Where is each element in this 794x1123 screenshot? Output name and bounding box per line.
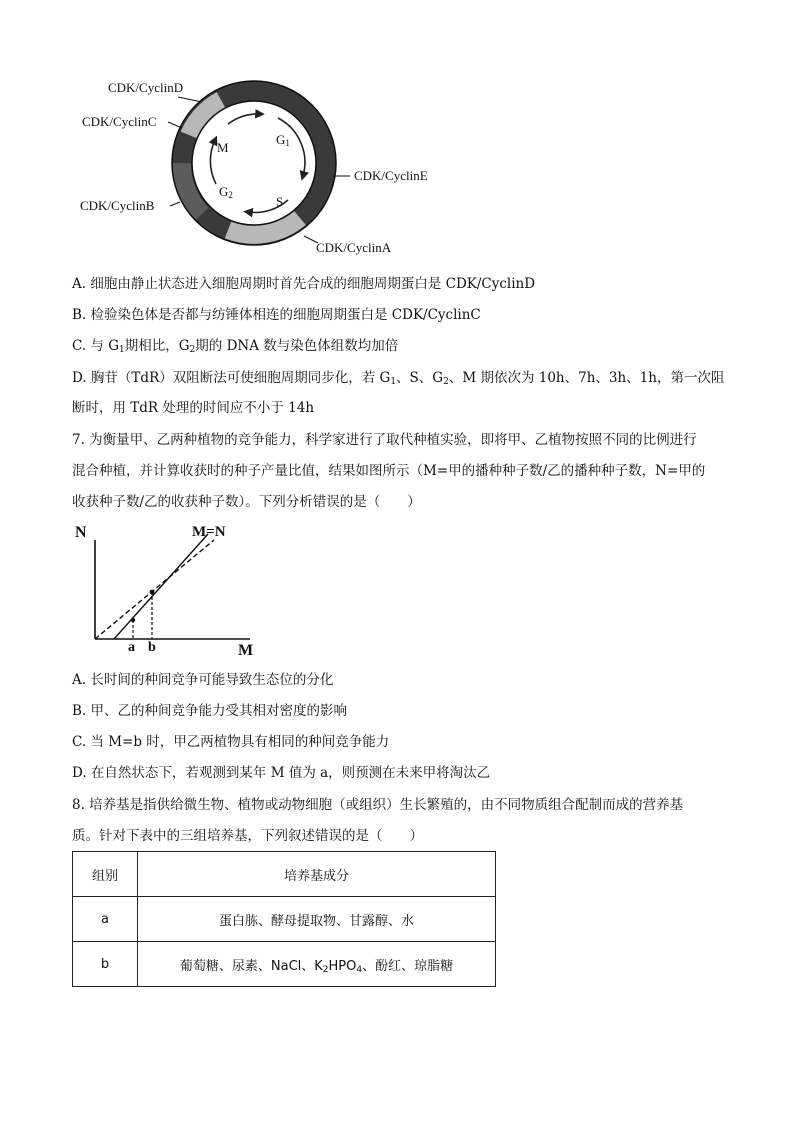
row-a-content: 蛋白胨、酵母提取物、甘露醇、水 [138, 897, 496, 942]
label-cyclin-b: CDK/CyclinB [80, 198, 155, 213]
line-label: M=N [192, 524, 226, 540]
phase-g2: $G_2$ [219, 184, 233, 200]
q7-stem-3: 收获种子数/乙的收获种子数）。下列分析错误的是（ ） [72, 494, 421, 510]
q7-option-a: A. 长时间的种间竞争可能导致生态位的分化 [72, 672, 334, 688]
x-axis-label: M [238, 642, 254, 659]
header-group: 组别 [73, 852, 138, 897]
q6-option-b: B. 检验染色体是否都与纺锤体相连的细胞周期蛋白是 CDK/CyclinC [72, 307, 481, 323]
q8-stem-2: 质。针对下表中的三组培养基，下列叙述错误的是（ ） [72, 828, 423, 844]
line-observed [114, 534, 208, 639]
cell-cycle-diagram [78, 78, 438, 258]
table-row [73, 942, 496, 987]
q7-option-d: D. 在自然状态下，若观测到某年 M 值为 a，则预测在未来甲将淘汰乙 [72, 765, 491, 781]
phase-g1: $G_1$ [276, 132, 290, 148]
q7-option-b: B. 甲、乙的种间竞争能力受其相对密度的影响 [72, 703, 348, 719]
q7-stem-1: 7. 为衡量甲、乙两种植物的竞争能力，科学家进行了取代种植实验，即将甲、乙植物按照不同的比例进行 [72, 432, 697, 448]
phase-m: M [217, 140, 229, 155]
row-b-content: 葡萄糖、尿素、NaCl、$K_2HPO_4$、酚红、琼脂糖 [138, 942, 496, 987]
q6-option-a: A. 细胞由静止状态进入细胞周期时首先合成的细胞周期蛋白是 CDK/CyclinD [72, 276, 536, 292]
q7-graph [72, 522, 272, 662]
q7-stem-2: 混合种植，并计算收获时的种子产量比值，结果如图所示（M=甲的播种种子数/乙的播种种子数，N=甲的 [72, 463, 706, 479]
q8-table [72, 851, 496, 987]
phase-s: S [276, 194, 284, 209]
label-cyclin-a: CDK/CyclinA [316, 240, 392, 255]
table-row [73, 897, 496, 942]
q8-stem-1: 8. 培养基是指供给微生物、植物或动物细胞（或组织）生长繁殖的，由不同物质组合配制而成的营养基 [72, 797, 684, 813]
label-cyclin-e: CDK/CyclinE [354, 168, 428, 183]
table-header-row [73, 852, 496, 897]
line-m-equals-n [95, 540, 214, 639]
q7-graph-svg [72, 522, 272, 662]
row-b-group: b [73, 942, 138, 987]
q6-option-d: D. 胸苷（TdR）双阻断法可使细胞周期同步化，若 $G_1$、S、$G_2$、M 期依次为 10h、7h、3h、1h，第一次阻 [72, 370, 725, 387]
y-axis-label: N [75, 524, 87, 541]
tick-a: a [128, 640, 135, 655]
q6-option-c: C. 与 $G_1$期相比，$G_2$期的 DNA 数与染色体组数均加倍 [72, 338, 399, 355]
tick-b: b [148, 640, 156, 655]
q6-option-d-cont: 断时，用 TdR 处理的时间应不小于 14h [72, 400, 315, 416]
row-a-group: a [73, 897, 138, 942]
header-content: 培养基成分 [138, 852, 496, 897]
label-cyclin-c: CDK/CyclinC [82, 114, 157, 129]
q7-option-c: C. 当 M=b 时，甲乙两植物具有相同的种间竞争能力 [72, 734, 390, 750]
label-cyclin-d: CDK/CyclinD [108, 80, 184, 95]
